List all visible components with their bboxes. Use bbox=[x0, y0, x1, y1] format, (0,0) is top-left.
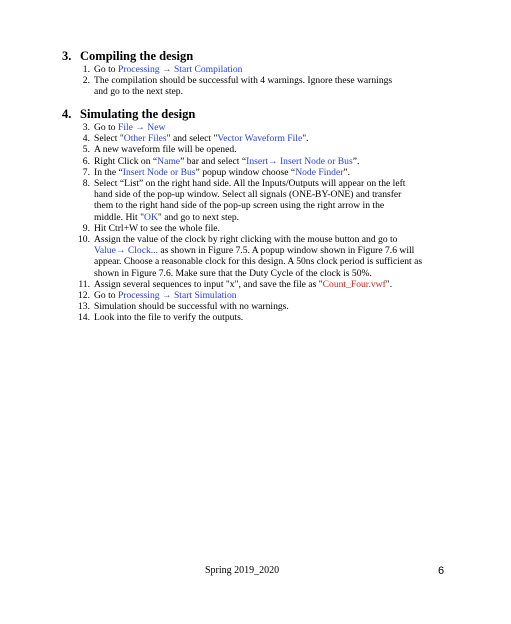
list-item bbox=[62, 122, 472, 133]
list-item bbox=[62, 133, 472, 144]
menu-path: Other Files bbox=[123, 133, 167, 145]
list-item bbox=[62, 268, 472, 279]
step-number: 14. bbox=[78, 312, 90, 324]
step-number: 2. bbox=[82, 75, 90, 87]
list-item bbox=[62, 234, 472, 245]
menu-path: Value→ Clock... bbox=[94, 245, 158, 257]
step-text: and go to the next step. bbox=[94, 86, 183, 98]
menu-path: Insert Node or Bus bbox=[122, 166, 196, 178]
list-item bbox=[62, 75, 472, 86]
section-compiling bbox=[62, 48, 472, 98]
list-item bbox=[62, 301, 472, 312]
list-item bbox=[62, 178, 472, 189]
step-text: ”. bbox=[343, 166, 351, 178]
step-text: Assign several sequences to input "x", and save the file as " bbox=[94, 278, 323, 290]
step-text: ". bbox=[385, 278, 393, 290]
step-text: " and go to next step. bbox=[157, 211, 240, 223]
step-number: 12. bbox=[78, 290, 90, 302]
step-text: The compilation should be successful with 4 warnings. Ignore these warnings bbox=[94, 75, 393, 87]
menu-path: OK bbox=[144, 211, 158, 223]
list-item bbox=[62, 167, 472, 178]
step-number: 11. bbox=[78, 278, 90, 290]
list-item bbox=[62, 279, 472, 290]
step-list bbox=[62, 64, 472, 98]
section-simulating bbox=[62, 106, 472, 324]
menu-path: Processing → Start Compilation bbox=[117, 64, 243, 75]
step-number: 1. bbox=[82, 64, 90, 75]
menu-path: Node Finder bbox=[295, 166, 344, 178]
step-text: Go to bbox=[94, 122, 118, 133]
list-item bbox=[62, 189, 472, 200]
step-text: Simulation should be successful with no warnings. bbox=[94, 301, 289, 313]
section-heading bbox=[62, 106, 472, 122]
step-text: " and select " bbox=[166, 133, 218, 145]
step-text: them to the right hand side of the pop-up screen using the right arrow in the bbox=[94, 200, 385, 212]
step-text: Go to bbox=[94, 290, 118, 302]
list-item bbox=[62, 64, 472, 75]
section-heading bbox=[62, 48, 472, 64]
step-text: Look into the file to verify the outputs. bbox=[94, 312, 244, 324]
list-item bbox=[62, 290, 472, 301]
menu-path: Insert→ Insert Node or Bus bbox=[246, 155, 353, 167]
step-text: Select “List” on the right hand side. All the Inputs/Outputs will appear on the left bbox=[94, 178, 406, 190]
list-item bbox=[62, 86, 472, 97]
step-text: Go to bbox=[94, 64, 118, 75]
section-title: Compiling the design bbox=[80, 49, 194, 63]
step-text: appear. Choose a reasonable clock for this design. A 50ns clock period is sufficient as bbox=[94, 256, 423, 268]
step-text: In the “ bbox=[94, 166, 123, 178]
section-number: 3. bbox=[62, 49, 72, 63]
list-item bbox=[62, 144, 472, 155]
step-text: Select " bbox=[94, 133, 124, 145]
section-title: Simulating the design bbox=[80, 107, 196, 121]
menu-path: Processing → Start Simulation bbox=[117, 290, 237, 302]
list-item bbox=[62, 200, 472, 211]
step-text: ". bbox=[302, 133, 309, 145]
step-text: as shown in Figure 7.5. A popup window shown in Figure 7.6 will bbox=[157, 245, 415, 257]
step-number: 4. bbox=[82, 133, 90, 145]
menu-path: Name bbox=[157, 155, 181, 167]
step-number: 5. bbox=[82, 144, 90, 156]
step-text: middle. Hit " bbox=[94, 211, 145, 223]
list-item bbox=[62, 245, 472, 256]
step-text: Assign the value of the clock by right clicking with the mouse button and go to bbox=[94, 234, 398, 246]
menu-path: Vector Waveform File bbox=[217, 133, 303, 145]
step-text: Hit Ctrl+W to see the whole file. bbox=[94, 222, 220, 234]
step-text: Right Click on “ bbox=[94, 155, 158, 167]
step-text: ” bar and select “ bbox=[180, 155, 247, 167]
step-text: hand side of the pop-up window. Select all signals (ONE-BY-ONE) and transfer bbox=[94, 189, 402, 201]
file-name: Count_Four.vwf bbox=[322, 278, 386, 290]
step-number: 3. bbox=[82, 122, 90, 133]
step-text: A new waveform file will be opened. bbox=[94, 144, 237, 156]
step-number: 13. bbox=[78, 301, 90, 313]
step-text: ”. bbox=[352, 155, 360, 167]
menu-path: File → New bbox=[117, 122, 166, 133]
step-number: 6. bbox=[82, 155, 90, 167]
section-number: 4. bbox=[62, 107, 72, 121]
list-item bbox=[62, 156, 472, 167]
list-item bbox=[62, 256, 472, 267]
list-item bbox=[62, 223, 472, 234]
step-number: 10. bbox=[78, 234, 90, 246]
step-text: shown in Figure 7.6. Make sure that the Duty Cycle of the clock is 50%. bbox=[94, 267, 372, 279]
step-text: ” popup window choose “ bbox=[195, 166, 296, 178]
page-number: 6 bbox=[438, 565, 445, 577]
step-number: 8. bbox=[82, 178, 90, 190]
list-item bbox=[62, 212, 472, 223]
step-list bbox=[62, 122, 472, 324]
step-number: 7. bbox=[82, 166, 90, 178]
list-item bbox=[62, 312, 472, 323]
footer-semester: Spring 2019_2020 bbox=[205, 565, 280, 576]
step-number: 9. bbox=[82, 222, 90, 234]
